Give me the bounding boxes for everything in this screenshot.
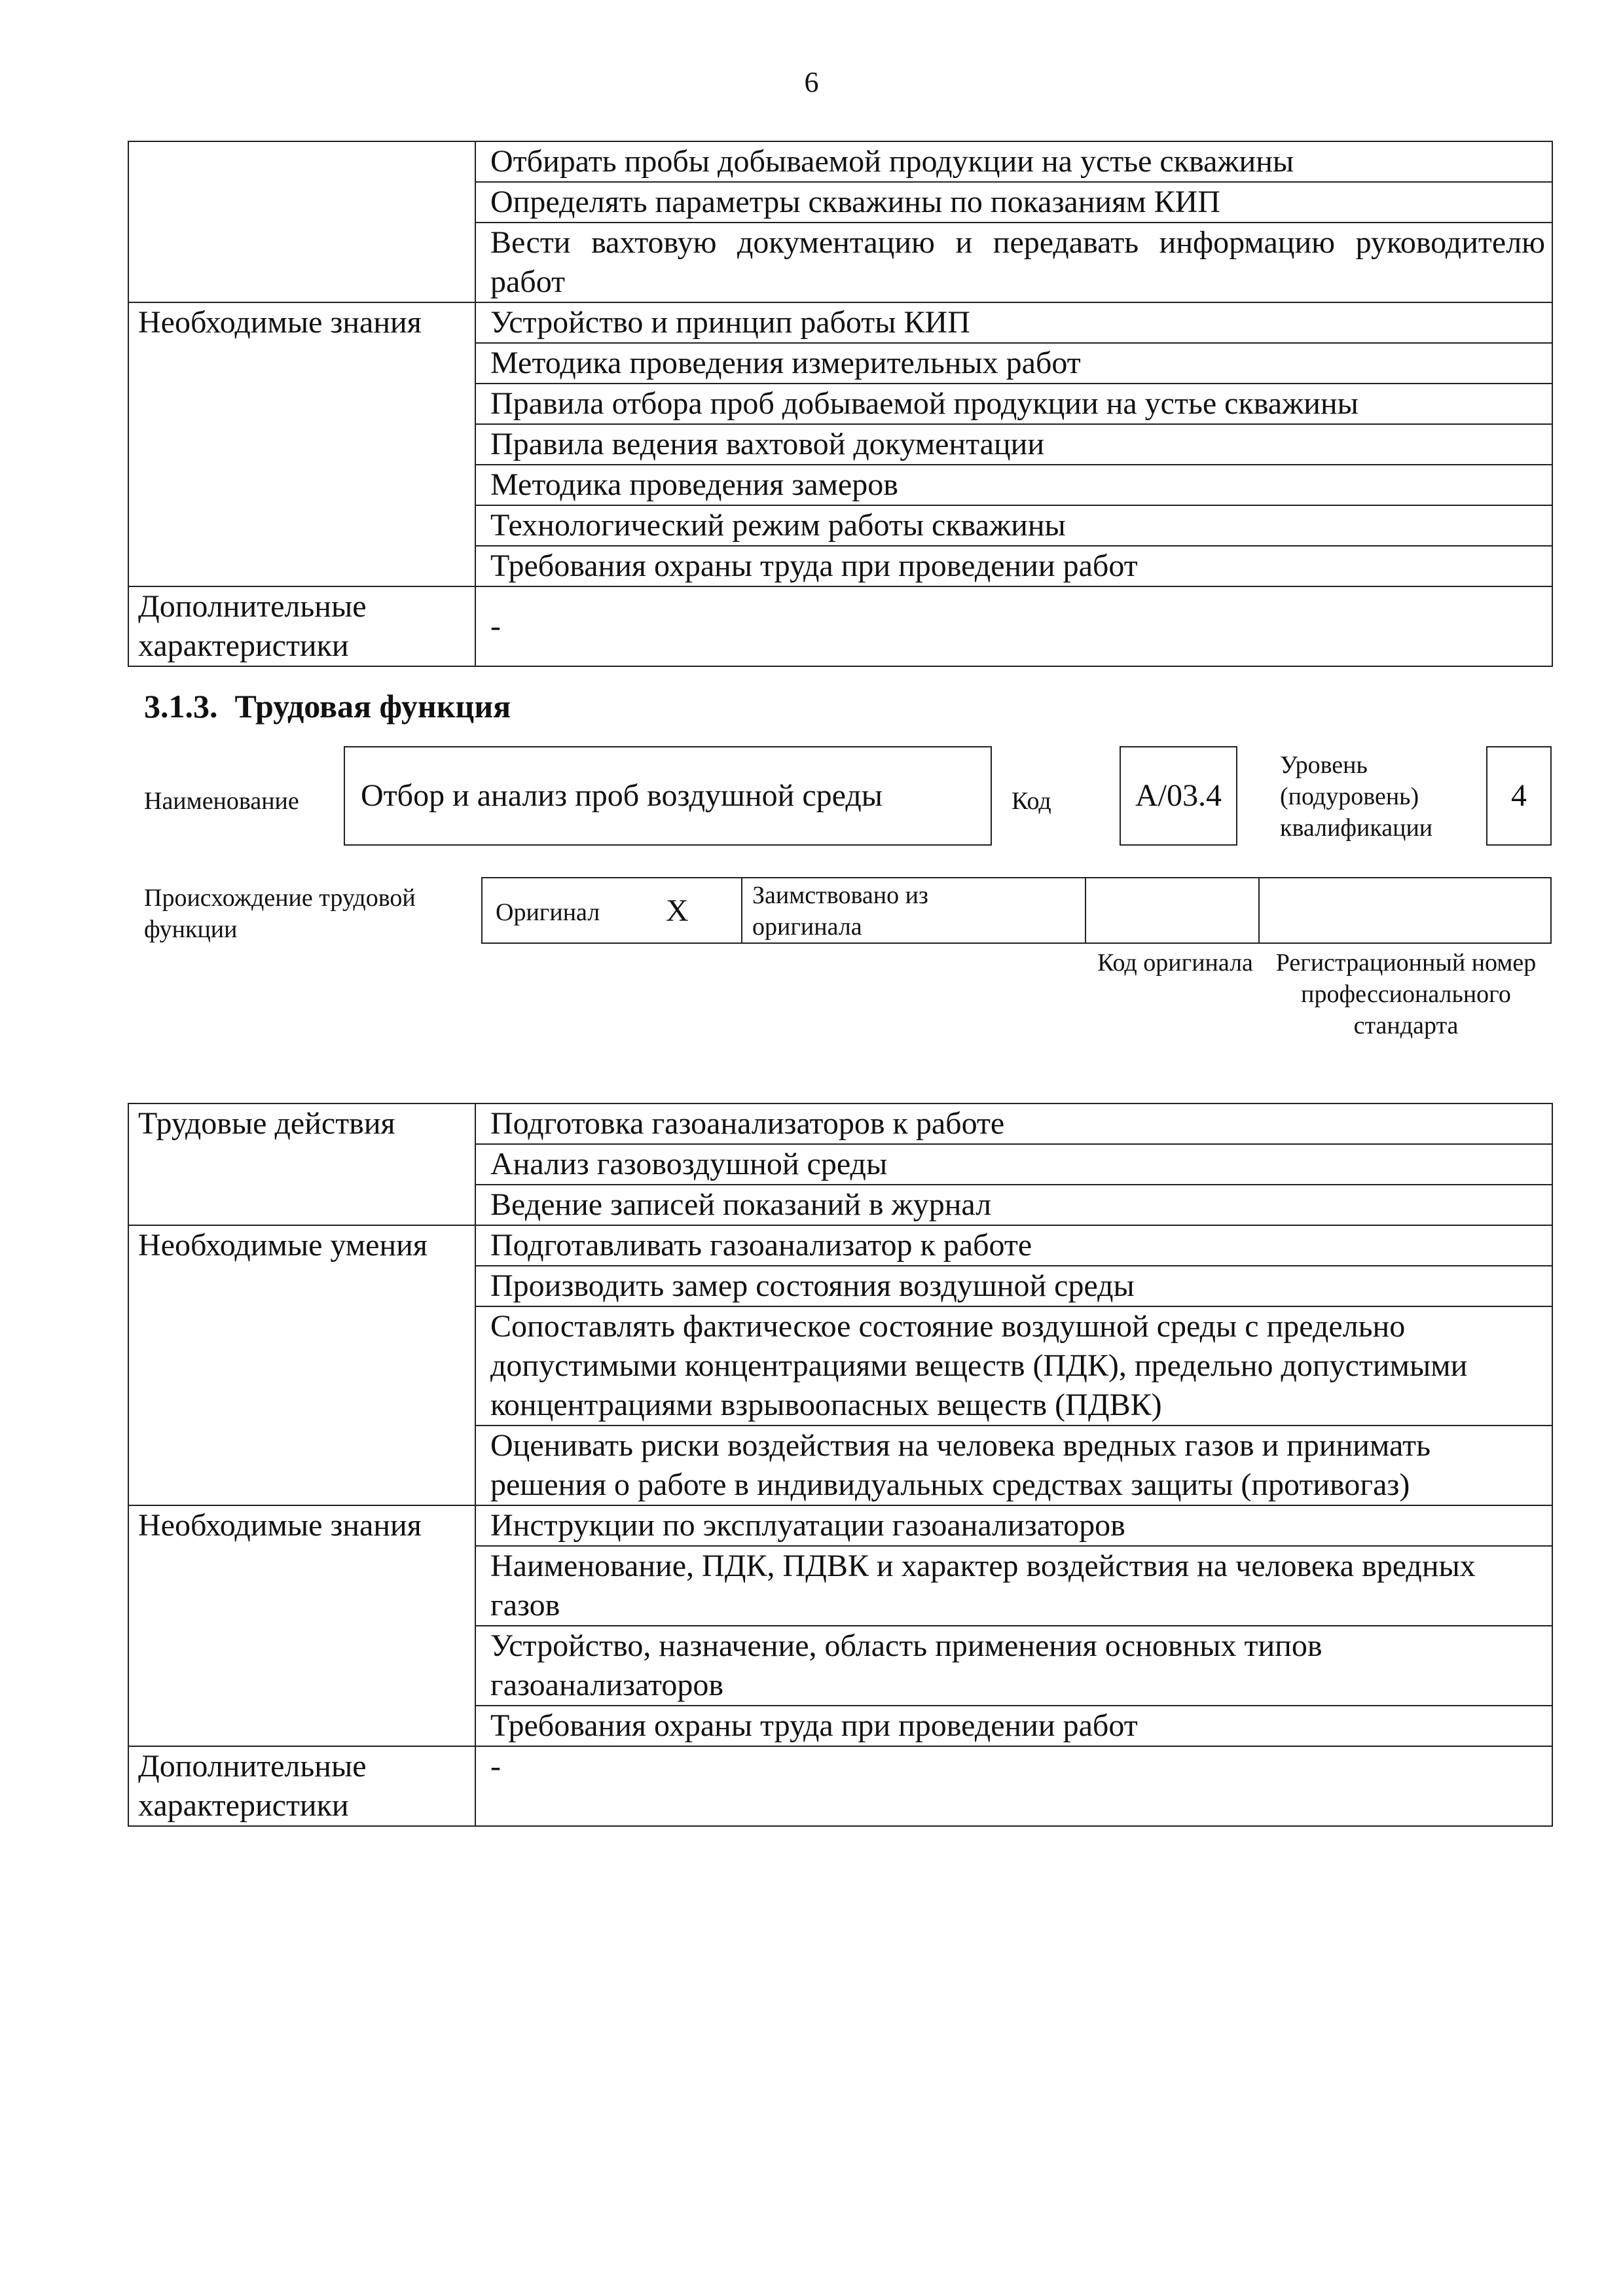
table-row bbox=[128, 302, 1552, 343]
list-item: Сопоставлять фактическое состояние воздушной среды с предельно допустимыми концентрациями веществ (ПДК), предельно допустимыми концентрациями взрывоопасных веществ (ПДВК) bbox=[475, 1306, 1552, 1426]
section-heading bbox=[144, 687, 511, 725]
original-label: Оригинал bbox=[496, 899, 600, 926]
list-item: Подготавливать газоанализатор к работе bbox=[475, 1225, 1552, 1266]
list-item: Вести вахтовую документацию и передавать информацию руководителю работ bbox=[475, 223, 1552, 302]
list-item: Наименование, ПДК, ПДВК и характер воздействия на человека вредных газов bbox=[475, 1546, 1552, 1626]
list-item: Производить замер состояния воздушной среды bbox=[475, 1266, 1552, 1306]
row-label: Необходимые умения bbox=[128, 1225, 475, 1505]
origin-box bbox=[481, 877, 1552, 944]
list-item: Методика проведения замеров bbox=[475, 465, 1552, 505]
list-item: Методика проведения измерительных работ bbox=[475, 343, 1552, 384]
function-name-value: Отбор и анализ проб воздушной среды bbox=[361, 778, 883, 813]
list-item: Требования охраны труда при проведении работ bbox=[475, 546, 1552, 586]
list-item: Устройство, назначение, область применения основных типов газоанализаторов bbox=[475, 1626, 1552, 1706]
list-item: Правила отбора проб добываемой продукции на устье скважины bbox=[475, 384, 1552, 424]
table-row bbox=[128, 1746, 1552, 1826]
list-item: Технологический режим работы скважины bbox=[475, 505, 1552, 546]
row-label: Необходимые знания bbox=[128, 1505, 475, 1746]
name-label: Наименование bbox=[144, 787, 299, 815]
code-caption: Код оригинала bbox=[1097, 949, 1253, 977]
row-label: Дополнительные характеристики bbox=[128, 586, 475, 666]
function-name-box bbox=[344, 746, 992, 846]
section-title: Трудовая функция bbox=[234, 688, 511, 725]
level-value: 4 bbox=[1511, 778, 1527, 813]
list-item: Оценивать риски воздействия на человека вредных газов и принимать решения о работе в индивидуальных средствах защиты (противогаз) bbox=[475, 1426, 1552, 1505]
list-item: - bbox=[475, 586, 1552, 666]
divider bbox=[1085, 878, 1086, 942]
row-label: Необходимые знания bbox=[128, 302, 475, 586]
level-label: Уровень (подуровень) квалификации bbox=[1280, 751, 1433, 842]
list-item: Ведение записей показаний в журнал bbox=[475, 1185, 1552, 1225]
code-box bbox=[1120, 746, 1237, 846]
list-item: Определять параметры скважины по показаниям КИП bbox=[475, 182, 1552, 223]
divider bbox=[1258, 878, 1260, 942]
table-row bbox=[128, 1225, 1552, 1266]
table-row bbox=[128, 1505, 1552, 1546]
code-value: А/03.4 bbox=[1135, 778, 1222, 813]
table-row bbox=[128, 586, 1552, 666]
list-item: Устройство и принцип работы КИП bbox=[475, 302, 1552, 343]
row-label: Дополнительные характеристики bbox=[128, 1746, 475, 1826]
list-item: Отбирать пробы добываемой продукции на устье скважины bbox=[475, 141, 1552, 182]
borrowed-label: Заимствовано из оригинала bbox=[752, 882, 928, 941]
divider bbox=[741, 878, 742, 942]
function-requirements-table bbox=[128, 1103, 1553, 1827]
list-item: Подготовка газоанализаторов к работе bbox=[475, 1103, 1552, 1144]
requirements-table-continued bbox=[128, 141, 1553, 667]
list-item: Правила ведения вахтовой документации bbox=[475, 424, 1552, 465]
reg-caption: Регистрационный номер профессионального стандарта bbox=[1275, 949, 1537, 1039]
row-label bbox=[128, 141, 475, 302]
row-label: Трудовые действия bbox=[128, 1103, 475, 1225]
original-mark: X bbox=[666, 893, 689, 928]
level-box bbox=[1486, 746, 1552, 846]
list-item: Инструкции по эксплуатации газоанализаторов bbox=[475, 1505, 1552, 1546]
page-number: 6 bbox=[804, 66, 819, 98]
list-item: - bbox=[475, 1746, 1552, 1826]
list-item: Анализ газовоздушной среды bbox=[475, 1144, 1552, 1185]
table-row bbox=[128, 141, 1552, 182]
origin-label: Происхождение трудовой функции bbox=[144, 884, 416, 943]
section-number: 3.1.3. bbox=[144, 688, 218, 725]
list-item: Требования охраны труда при проведении работ bbox=[475, 1706, 1552, 1746]
table-row bbox=[128, 1103, 1552, 1144]
code-label: Код bbox=[1012, 787, 1051, 815]
